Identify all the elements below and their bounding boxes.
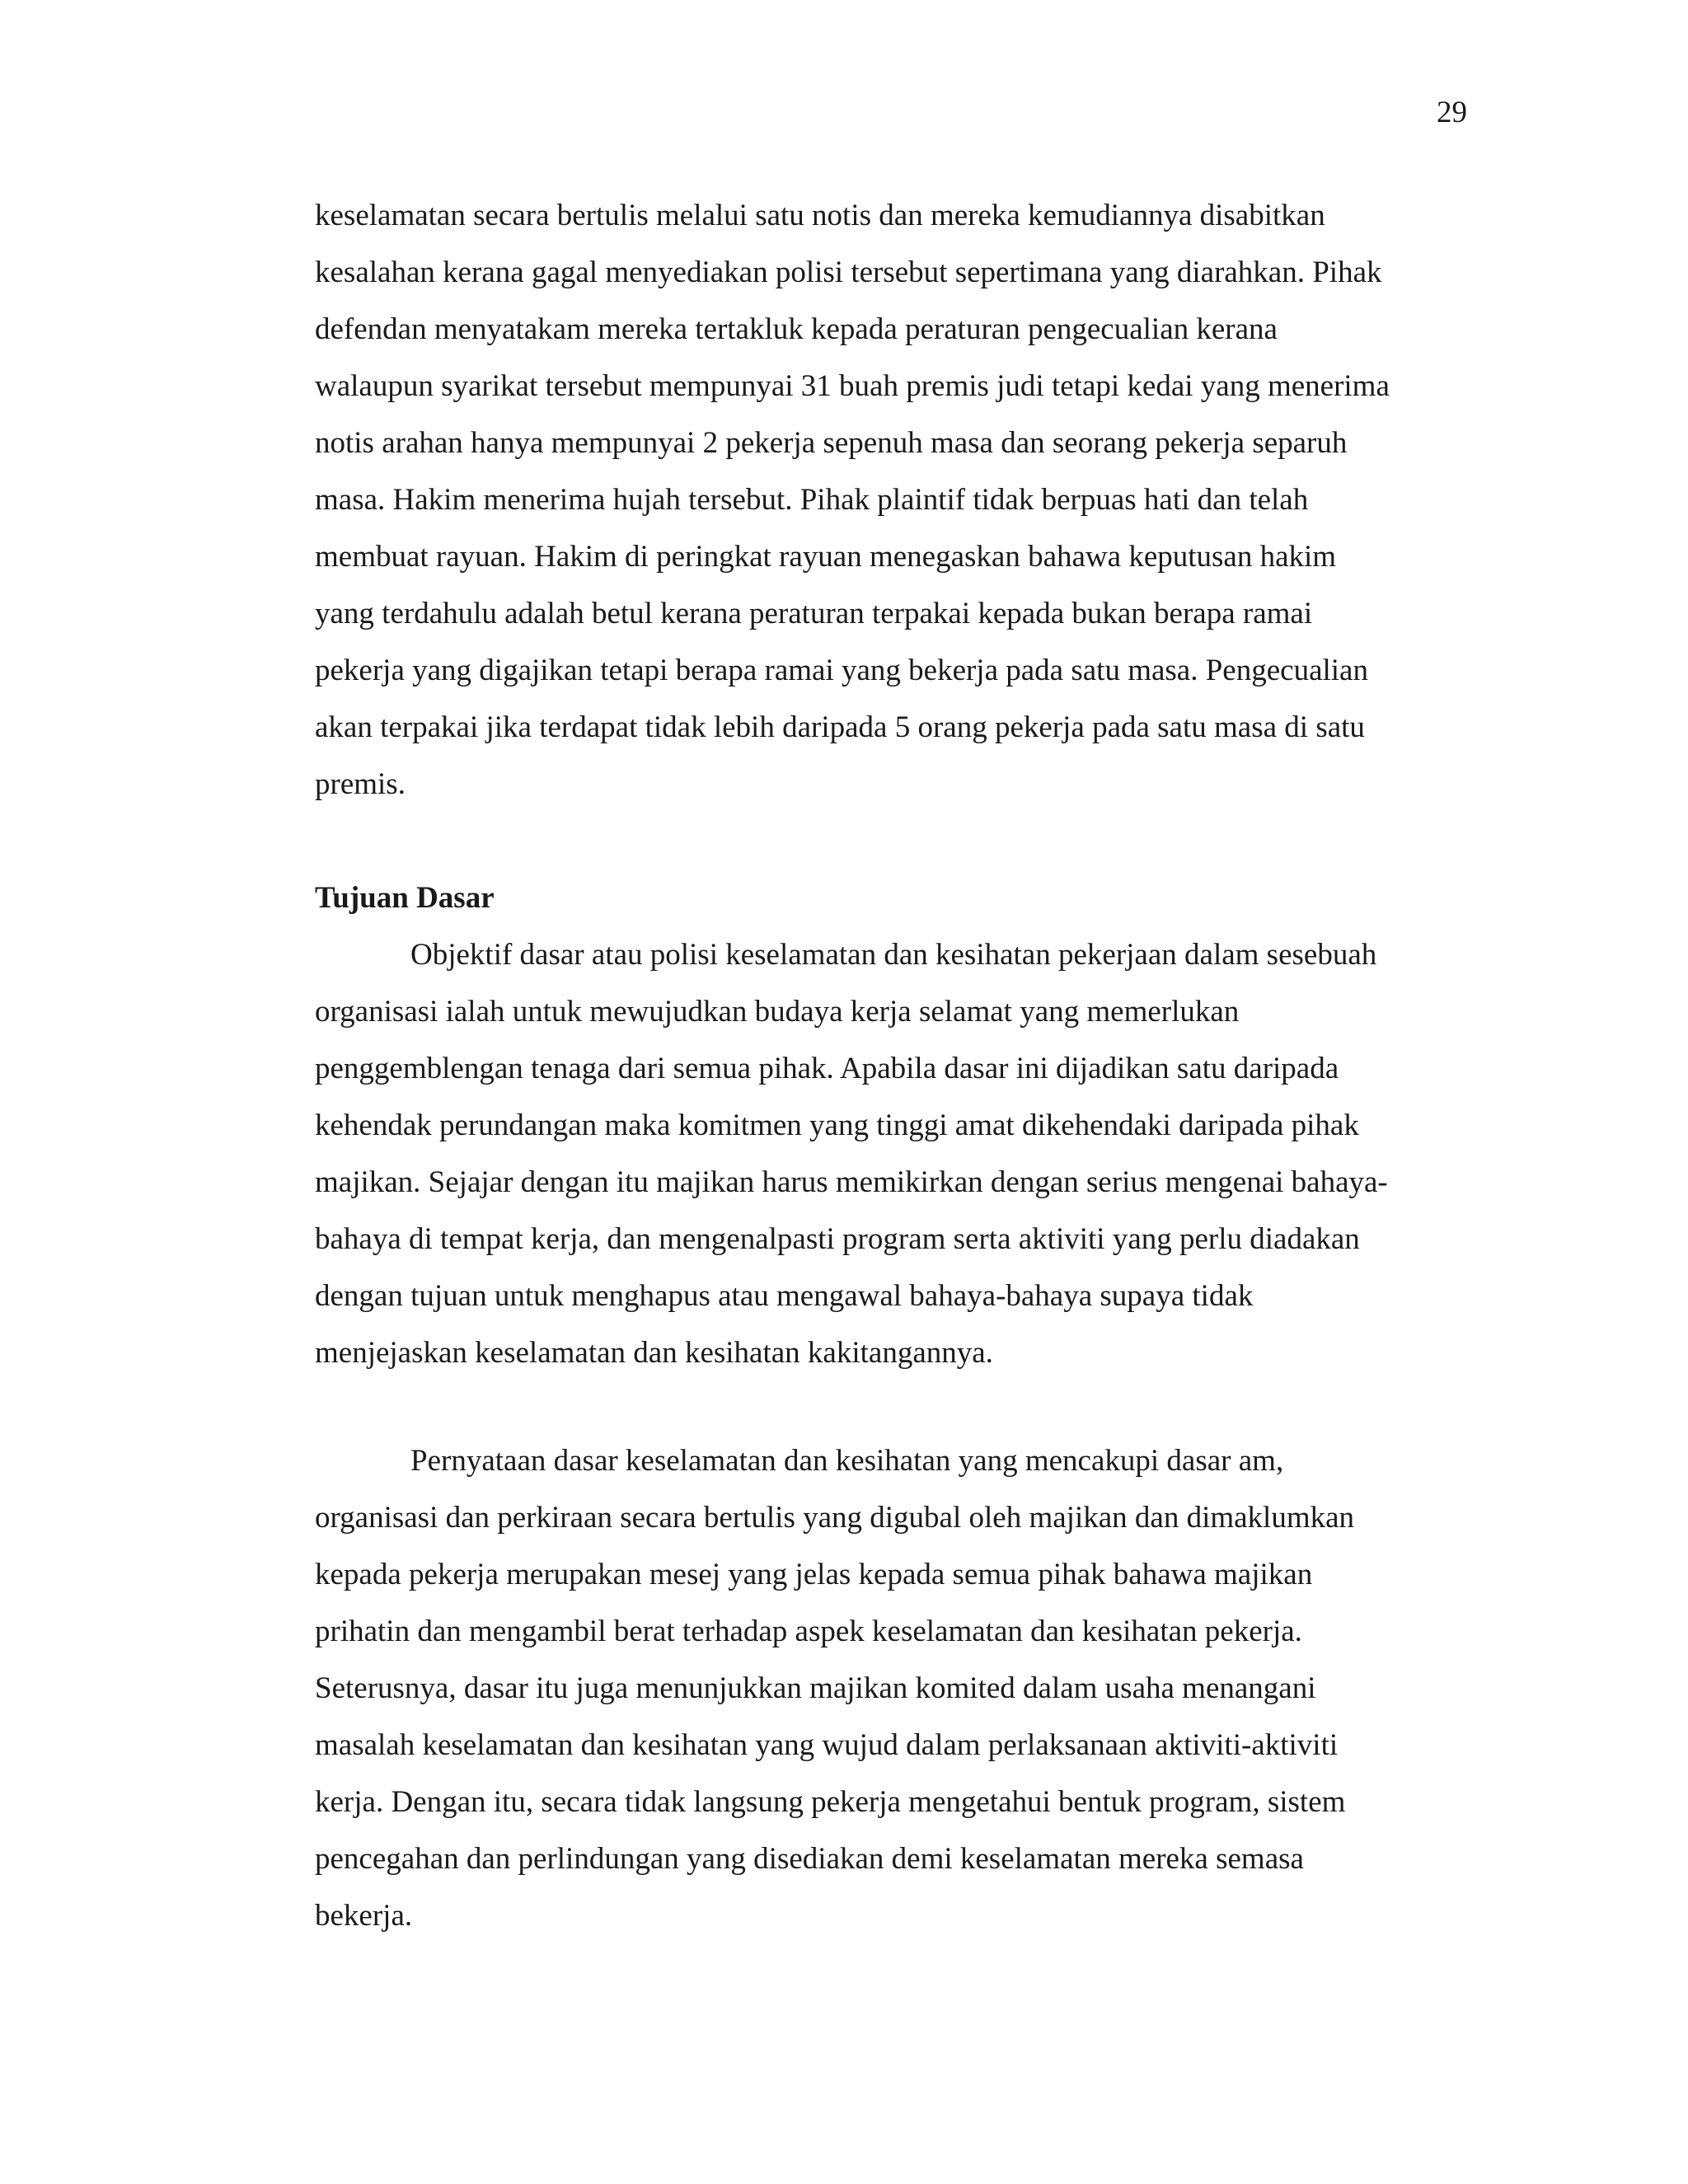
paragraph-line: yang terdahulu adalah betul kerana peraturan terpakai kepada bukan berapa ramai [315, 597, 1313, 630]
paragraph-line: kehendak perundangan maka komitmen yang tinggi amat dikehendaki daripada pihak [315, 1108, 1359, 1142]
paragraph-line: penggemblengan tenaga dari semua pihak. Apabila dasar ini dijadikan satu daripada [315, 1052, 1339, 1085]
paragraph-line: masalah keselamatan dan kesihatan yang wujud dalam perlaksanaan aktiviti-aktiviti [315, 1728, 1339, 1762]
paragraph-line: menjejaskan keselamatan dan kesihatan kakitangannya. [315, 1336, 993, 1370]
paragraph-line: akan terpakai jika terdapat tidak lebih daripada 5 orang pekerja pada satu masa di satu [315, 710, 1365, 744]
paragraph-line: organisasi dan perkiraan secara bertulis yang digubal oleh majikan dan dimaklumkan [315, 1501, 1355, 1535]
paragraph-line: kepada pekerja merupakan mesej yang jelas kepada semua pihak bahawa majikan [315, 1558, 1313, 1591]
paragraph-line: pencegahan dan perlindungan yang disediakan demi keselamatan mereka semasa [315, 1842, 1304, 1876]
section-heading: Tujuan Dasar [315, 881, 495, 915]
paragraph-line: Seterusnya, dasar itu juga menunjukkan majikan komited dalam usaha menangani [315, 1671, 1316, 1705]
paragraph-line: masa. Hakim menerima hujah tersebut. Pihak plaintif tidak berpuas hati dan telah [315, 483, 1309, 517]
paragraph-line: notis arahan hanya mempunyai 2 pekerja sepenuh masa dan seorang pekerja separuh [315, 426, 1348, 460]
paragraph-line: defendan menyatakam mereka tertakluk kepada peraturan pengecualian kerana [315, 312, 1278, 346]
paragraph-line: dengan tujuan untuk menghapus atau mengawal bahaya-bahaya supaya tidak [315, 1279, 1254, 1313]
page-number: 29 [1437, 96, 1467, 129]
paragraph-line: membuat rayuan. Hakim di peringkat rayuan menegaskan bahawa keputusan hakim [315, 540, 1337, 574]
paragraph-line: organisasi ialah untuk mewujudkan budaya kerja selamat yang memerlukan [315, 995, 1240, 1029]
paragraph-case-summary [315, 187, 1485, 813]
paragraph-line: bahaya di tempat kerja, dan mengenalpasti program serta aktiviti yang perlu diadakan [315, 1222, 1360, 1256]
paragraph-policy-statement [315, 1432, 1485, 1944]
section-heading-block [315, 869, 1485, 926]
paragraph-line: Pernyataan dasar keselamatan dan kesihatan yang mencakupi dasar am, [410, 1444, 1284, 1478]
paragraph-line: bekerja. [315, 1899, 413, 1933]
paragraph-line: majikan. Sejajar dengan itu majikan harus memikirkan dengan serius mengenai bahaya- [315, 1165, 1388, 1199]
paragraph-line: walaupun syarikat tersebut mempunyai 31 buah premis judi tetapi kedai yang menerima [315, 369, 1390, 403]
paragraph-line: prihatin dan mengambil berat terhadap aspek keselamatan dan kesihatan pekerja. [315, 1615, 1302, 1648]
paragraph-line: premis. [315, 767, 406, 801]
paragraph-line: Objektif dasar atau polisi keselamatan dan kesihatan pekerjaan dalam sesebuah [410, 938, 1377, 972]
paragraph-line: kerja. Dengan itu, secara tidak langsung pekerja mengetahui bentuk program, sistem [315, 1785, 1346, 1819]
paragraph-objective [315, 926, 1485, 1381]
paragraph-line: kesalahan kerana gagal menyediakan polisi tersebut sepertimana yang diarahkan. Pihak [315, 255, 1382, 289]
paragraph-line: pekerja yang digajikan tetapi berapa ramai yang bekerja pada satu masa. Pengecualian [315, 654, 1368, 687]
paragraph-line: keselamatan secara bertulis melalui satu notis dan mereka kemudiannya disabitkan [315, 199, 1325, 232]
